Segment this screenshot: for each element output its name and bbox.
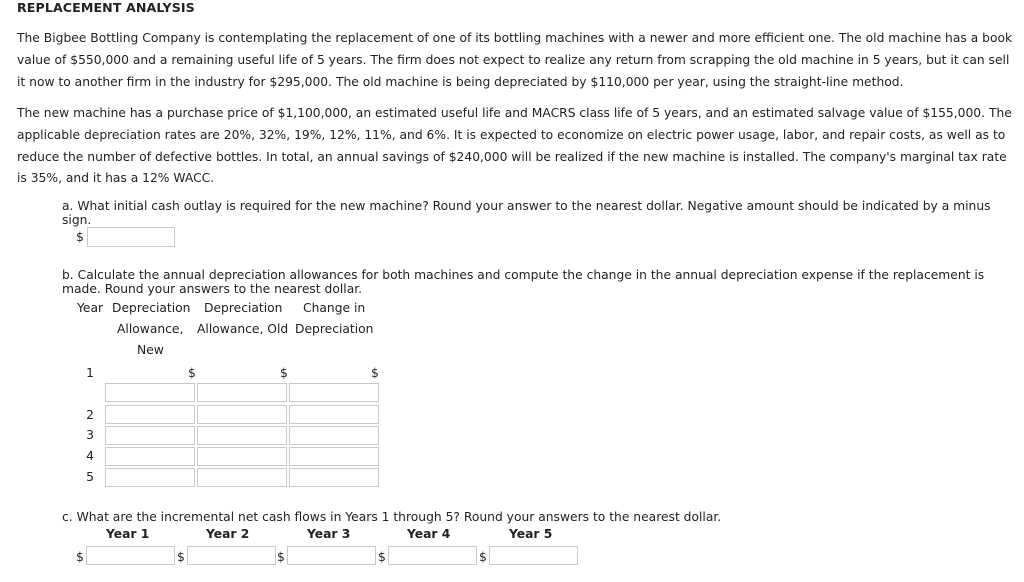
change-dollar-sign: $	[371, 366, 379, 380]
intro-paragraph-2: The new machine has a purchase price of $1,100,000, an estimated useful life and MACRS class life of 5 years, and an estimated salvage value of $155,000. The applicable depreciation rates are 20%, 32%, 19%, 12%, 11%, and 6%. It is expected to economize on electric power usage, labor, and repair costs, as well as to reduce the number of defective bottles. In total, an annual savings of $240,000 will be realized if the new machine is installed. The company's marginal tax rate is 35%, and it has a 12% WACC.	[17, 106, 1012, 186]
cash-flow-dollar-sign: $	[479, 550, 487, 564]
dep-old-year1-input[interactable]	[197, 383, 287, 402]
dep-change-year2-input[interactable]	[289, 405, 379, 424]
cash-flow-year3-input[interactable]	[287, 546, 376, 565]
initial-outlay-input[interactable]	[87, 227, 175, 247]
dep-new-dollar-sign: $	[188, 366, 196, 380]
row-year-label: 1	[86, 366, 94, 380]
header-dep-new-line2: Allowance,	[117, 322, 184, 336]
header-dep-new-line1: Depreciation	[112, 301, 191, 315]
row-year-label: 5	[86, 470, 94, 484]
part-b-question: b. Calculate the annual depreciation allowances for both machines and compute the change in the annual depreciation expense if the replacement is made. Round your answers to the nearest dollar.	[62, 268, 985, 296]
cash-flow-dollar-sign: $	[378, 550, 386, 564]
dep-old-year4-input[interactable]	[197, 447, 287, 466]
dep-old-year5-input[interactable]	[197, 468, 287, 487]
dep-change-year4-input[interactable]	[289, 447, 379, 466]
dep-change-year3-input[interactable]	[289, 426, 379, 445]
dep-change-year5-input[interactable]	[289, 468, 379, 487]
header-change-line1: Change in	[303, 301, 366, 315]
cash-flow-year1-input[interactable]	[86, 546, 175, 565]
part-a-dollar-sign: $	[76, 230, 84, 244]
dep-new-year5-input[interactable]	[105, 468, 195, 487]
dep-old-dollar-sign: $	[280, 366, 288, 380]
cash-flow-year-header: Year 2	[206, 527, 250, 541]
cash-flow-year2-input[interactable]	[187, 546, 276, 565]
dep-old-year3-input[interactable]	[197, 426, 287, 445]
header-change-line2: Depreciation	[295, 322, 374, 336]
header-year: Year	[77, 301, 104, 315]
dep-change-year1-input[interactable]	[289, 383, 379, 402]
dep-new-year1-input[interactable]	[105, 383, 195, 402]
row-year-label: 2	[86, 408, 94, 422]
header-dep-old-line2: Allowance, Old	[197, 322, 289, 336]
cash-flow-dollar-sign: $	[277, 550, 285, 564]
cash-flow-year-header: Year 4	[407, 527, 451, 541]
row-year-label: 3	[86, 428, 94, 442]
intro-paragraph-1: The Bigbee Bottling Company is contemplating the replacement of one of its bottling machines with a newer and more efficient one. The old machine has a book value of $550,000 and a remaining useful life of 5 years. The firm does not expect to realize any return from scrapping the old machine in 5 years, but it can sell it now to another firm in the industry for $295,000. The old machine is being depreciated by $110,000 per year, using the straight-line method.	[17, 31, 1013, 89]
cash-flow-year5-input[interactable]	[489, 546, 578, 565]
cash-flow-year-header: Year 5	[509, 527, 553, 541]
dep-old-year2-input[interactable]	[197, 405, 287, 424]
row-year-label: 4	[86, 449, 94, 463]
page-title: REPLACEMENT ANALYSIS	[17, 0, 195, 15]
cash-flow-year4-input[interactable]	[388, 546, 477, 565]
dep-new-year4-input[interactable]	[105, 447, 195, 466]
header-dep-new-line3: New	[137, 343, 164, 357]
cash-flow-dollar-sign: $	[76, 550, 84, 564]
dep-new-year2-input[interactable]	[105, 405, 195, 424]
part-c-question: c. What are the incremental net cash flows in Years 1 through 5? Round your answers to the nearest dollar.	[62, 510, 722, 524]
part-a-question: a. What initial cash outlay is required for the new machine? Round your answer to the nearest dollar. Negative amount should be indicated by a minus sign.	[62, 199, 991, 227]
cash-flow-year-header: Year 1	[106, 527, 150, 541]
header-dep-old-line1: Depreciation	[204, 301, 283, 315]
dep-new-year3-input[interactable]	[105, 426, 195, 445]
cash-flow-year-header: Year 3	[307, 527, 351, 541]
cash-flow-dollar-sign: $	[177, 550, 185, 564]
